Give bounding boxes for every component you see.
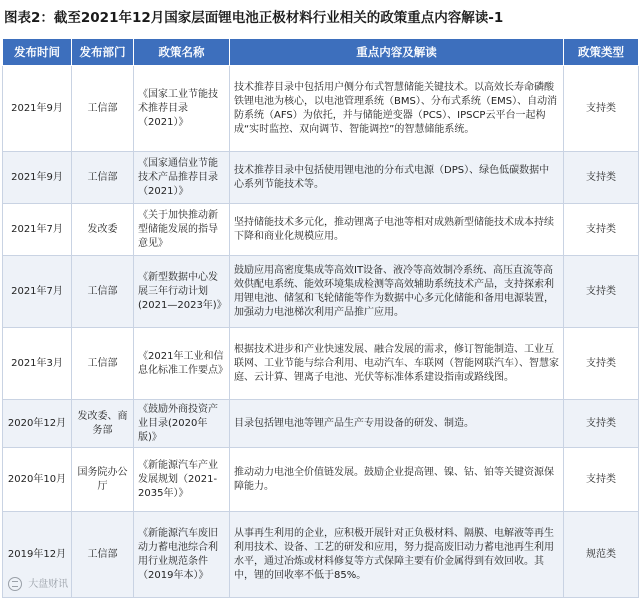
cell-dept: 发改委、商务部 (72, 400, 134, 448)
cell-name: 《鼓励外商投资产业目录(2020年版)》 (134, 400, 230, 448)
cell-dept: 工信部 (72, 328, 134, 400)
cell-type: 支持类 (564, 448, 639, 512)
cell-content: 鼓励应用高密度集成等高效IT设备、液冷等高效制冷系统、高压直流等高效供配电系统、能效环境集成检测等高效辅助系统技术产品，支持探索利用锂电池、储氢和飞轮储能等作为数据中心多元化储能和备用电源装置，加强动力电池梯次利用产品推广应用。 (230, 256, 564, 328)
table-row (3, 152, 639, 204)
cell-content: 从事再生利用的企业，应积极开展针对正负极材料、隔膜、电解液等再生利用技术、设备、工艺的研发和应用，努力提高废旧动力蓄电池再生利用水平，通过冶炼或材料修复等方式保障主要有价金属得到有效回收。其中，锂的回收率不低于85%。 (230, 512, 564, 598)
header-content: 重点内容及解读 (230, 39, 564, 66)
cell-content: 技术推荐目录中包括使用锂电池的分布式电源（DPS）、绿色低碳数据中心系列节能技术等。 (230, 152, 564, 204)
cell-dept: 工信部 (72, 256, 134, 328)
cell-date: 2021年3月 (3, 328, 72, 400)
cell-name: 《国家通信业节能技术产品推荐目录（2021）》 (134, 152, 230, 204)
table-row (3, 204, 639, 256)
watermark-logo-icon (8, 577, 22, 591)
header-name: 政策名称 (134, 39, 230, 66)
table-row (3, 256, 639, 328)
cell-dept: 国务院办公厅 (72, 448, 134, 512)
header-date: 发布时间 (3, 39, 72, 66)
cell-type: 支持类 (564, 400, 639, 448)
source-watermark (8, 575, 68, 591)
cell-date: 2021年9月 (3, 66, 72, 152)
cell-type: 支持类 (564, 256, 639, 328)
cell-dept: 工信部 (72, 512, 134, 598)
table-row (3, 328, 639, 400)
cell-name: 《新能源汽车产业发展规划（2021-2035年）》 (134, 448, 230, 512)
header-type: 政策类型 (564, 39, 639, 66)
cell-name: 《关于加快推动新型储能发展的指导意见》 (134, 204, 230, 256)
cell-dept: 发改委 (72, 204, 134, 256)
cell-date: 2021年7月 (3, 256, 72, 328)
table-row (3, 66, 639, 152)
cell-content: 技术推荐目录中包括用户侧分布式智慧储能关键技术。以高效长寿命磷酸铁锂电池为核心，以电池管理系统（BMS）、分布式系统（EMS）、自动消防系统（AFS）为依托，并与储能逆变器（PCS）、IPSCP云平台一起构成“实时监控、双向调节、智能调控”的智慧储能系统。 (230, 66, 564, 152)
table-header-row (3, 39, 639, 66)
cell-name: 《新型数据中心发展三年行动计划(2021—2023年)》 (134, 256, 230, 328)
cell-content: 推动动力电池全价值链发展。鼓励企业提高锂、镍、钴、铂等关键资源保障能力。 (230, 448, 564, 512)
cell-date: 2021年7月 (3, 204, 72, 256)
table-row (3, 448, 639, 512)
cell-date: 2021年9月 (3, 152, 72, 204)
table-row (3, 512, 639, 598)
cell-date: 2019年12月 (3, 512, 72, 598)
policy-table (2, 38, 639, 598)
cell-dept: 工信部 (72, 66, 134, 152)
header-dept: 发布部门 (72, 39, 134, 66)
cell-name: 《国家工业节能技术推荐目录（2021）》 (134, 66, 230, 152)
cell-content: 坚持储能技术多元化，推动锂离子电池等相对成熟新型储能技术成本持续下降和商业化规模应用。 (230, 204, 564, 256)
source-label: 大盘财讯 (28, 579, 69, 590)
cell-type: 支持类 (564, 66, 639, 152)
cell-content: 根据技术进步和产业快速发展、融合发展的需求，修订智能制造、工业互联网、工业节能与综合利用、电动汽车、车联网（智能网联汽车）、智慧家庭、云计算、锂离子电池、光伏等标准体系建设指南或路线图。 (230, 328, 564, 400)
cell-name: 《2021年工业和信息化标准工作要点》 (134, 328, 230, 400)
cell-dept: 工信部 (72, 152, 134, 204)
cell-name: 《新能源汽车废旧动力蓄电池综合利用行业规范条件（2019年本）》 (134, 512, 230, 598)
table-row (3, 400, 639, 448)
figure-title: 图表2：截至2021年12月国家层面锂电池正极材料行业相关的政策重点内容解读-1 (4, 10, 504, 26)
cell-type: 规范类 (564, 512, 639, 598)
cell-date: 2020年10月 (3, 448, 72, 512)
cell-content: 目录包括锂电池等锂产品生产专用设备的研发、制造。 (230, 400, 564, 448)
cell-date: 2020年12月 (3, 400, 72, 448)
cell-type: 支持类 (564, 204, 639, 256)
cell-type: 支持类 (564, 328, 639, 400)
cell-type: 支持类 (564, 152, 639, 204)
